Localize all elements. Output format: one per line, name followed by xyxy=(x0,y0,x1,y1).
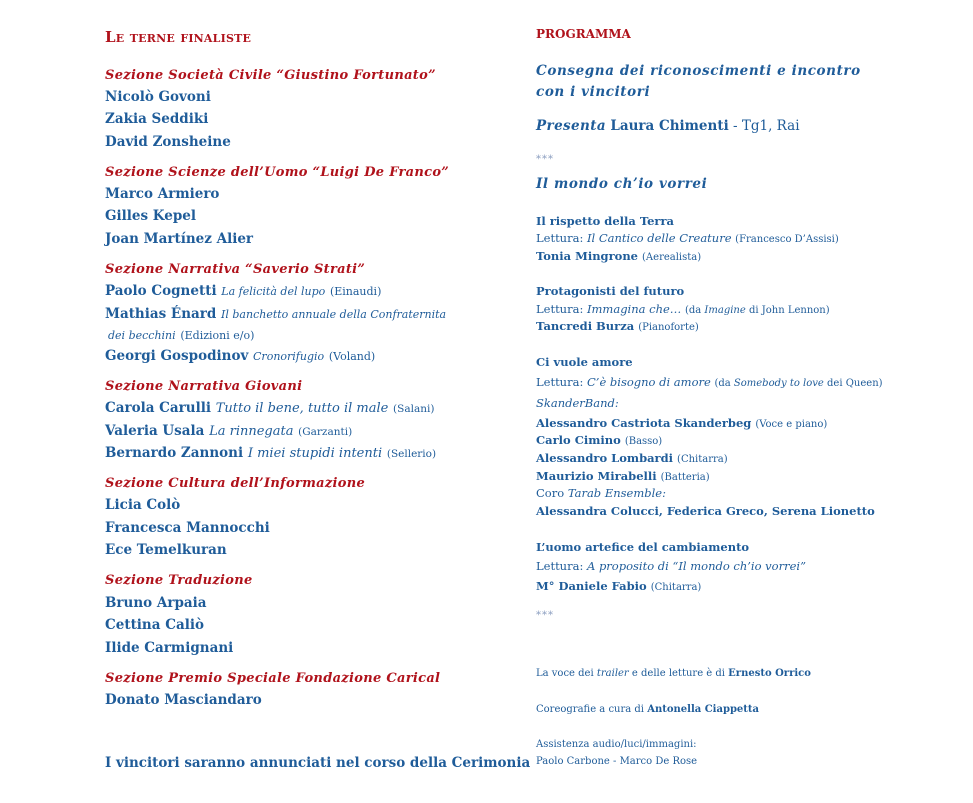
publisher: (Salani) xyxy=(393,403,435,415)
publisher: (Voland) xyxy=(328,350,376,363)
publisher: (Einaudi) xyxy=(329,285,382,298)
reading-title: Immagina che… xyxy=(586,302,682,316)
separator-stars: *** xyxy=(536,154,554,165)
member-name: Alessandro Lombardi xyxy=(536,451,674,465)
book-title: Il banchetto annuale della Confraternita xyxy=(221,308,447,321)
choreographer-name: Antonella Ciappetta xyxy=(647,704,760,715)
finalist-entry xyxy=(105,423,352,439)
member-role: (Chitarra) xyxy=(677,454,728,465)
winners-announcement: I vincitori saranno annunciati nel corso della Cerimonia xyxy=(105,755,531,771)
assistance-names: Paolo Carbone - Marco De Rose xyxy=(536,756,698,767)
band-label: SkanderBand: xyxy=(536,396,619,410)
member-name: Alessandro Castriota Skanderbeg xyxy=(536,416,752,430)
segment-title: L’uomo artefice del cambiamento xyxy=(536,540,750,554)
section-title: Sezione Narrativa “Saverio Strati” xyxy=(105,262,366,277)
publisher: (Edizioni e/o) xyxy=(180,329,255,342)
choir-name: Tarab Ensemble: xyxy=(567,486,666,500)
band-member xyxy=(536,451,728,465)
section-title: Sezione Società Civile “Giustino Fortunato” xyxy=(105,68,436,83)
publisher: (Sellerio) xyxy=(386,448,437,460)
presenter-line xyxy=(536,118,800,134)
reading-source: (Francesco D’Assisi) xyxy=(735,234,839,245)
reading-line xyxy=(536,231,839,245)
member-name: Maurizio Mirabelli xyxy=(536,469,657,483)
member-role: (Voce e piano) xyxy=(755,419,828,430)
section-title: Sezione Traduzione xyxy=(105,573,253,588)
reading-source: (da Somebody to love dei Queen) xyxy=(714,378,883,389)
finalist-entry xyxy=(105,348,375,364)
finalist-name: Ilide Carmignani xyxy=(105,640,234,656)
finalist-name: Licia Colò xyxy=(105,497,181,513)
segment-title: Il rispetto della Terra xyxy=(536,214,674,228)
reading-line xyxy=(536,302,830,316)
finalist-name: Zakia Seddiki xyxy=(105,111,209,127)
section-title: Sezione Scienze dell’Uomo “Luigi De Franco” xyxy=(105,165,450,180)
performer-name: M° Daniele Fabio xyxy=(536,579,647,593)
segment-title: Protagonisti del futuro xyxy=(536,284,685,298)
finalists-title: Le terne finaliste xyxy=(105,28,252,46)
band-member xyxy=(536,433,662,447)
finalist-name: Gilles Kepel xyxy=(105,208,196,224)
performer-line xyxy=(536,579,701,593)
finalist-name: Carola Carulli xyxy=(105,400,211,416)
choir-members: Alessandra Colucci, Federica Greco, Serena Lionetto xyxy=(536,504,875,518)
reading-title: C’è bisogno di amore xyxy=(586,375,711,389)
finalist-name: Marco Armiero xyxy=(105,186,220,202)
performer-name: Tonia Mingrone xyxy=(536,249,639,263)
reading-line xyxy=(536,559,806,573)
finalist-entry xyxy=(105,445,436,461)
finalist-name: Joan Martínez Alier xyxy=(105,231,254,247)
finalist-name: Paolo Cognetti xyxy=(105,283,217,299)
section-title: Sezione Premio Speciale Fondazione Carical xyxy=(105,671,441,686)
book-title: Cronorifugio xyxy=(253,350,325,363)
reading-label: Lettura: xyxy=(536,375,584,389)
finalist-name: Bernardo Zannoni xyxy=(105,445,244,461)
finalist-name: Valeria Usala xyxy=(105,423,205,439)
performer-role: (Chitarra) xyxy=(650,582,702,593)
publisher: (Garzanti) xyxy=(298,426,353,438)
voice-name: Ernesto Orrico xyxy=(728,668,811,679)
book-title: La felicità del lupo xyxy=(221,285,326,298)
finalist-entry-continued xyxy=(108,327,254,343)
book-title: I miei stupidi intenti xyxy=(247,446,383,461)
finalist-entry xyxy=(105,283,381,299)
assistance-label: Assistenza audio/luci/immagini: xyxy=(536,739,697,750)
finalist-name: Nicolò Govoni xyxy=(105,89,211,105)
finalist-name: Bruno Arpaia xyxy=(105,595,207,611)
presenter-label: Presenta xyxy=(536,118,607,134)
band-member xyxy=(536,416,827,430)
reading-label: Lettura: xyxy=(536,231,584,245)
reading-source: (da Imagine di John Lennon) xyxy=(684,305,830,316)
member-role: (Basso) xyxy=(624,436,663,447)
finalist-name: Francesca Mannocchi xyxy=(105,520,270,536)
performer-role: (Aerealista) xyxy=(642,252,702,263)
reading-line xyxy=(536,375,883,389)
member-role: (Batteria) xyxy=(660,472,710,483)
program-title: PROGRAMMA xyxy=(536,27,631,41)
performer-line xyxy=(536,319,699,333)
section-title: Sezione Cultura dell’Informazione xyxy=(105,476,366,491)
program-theme: Il mondo ch’io vorrei xyxy=(536,176,708,192)
section-title: Sezione Narrativa Giovani xyxy=(105,379,303,394)
book-title: La rinnegata xyxy=(209,424,294,439)
performer-name: Tancredi Burza xyxy=(536,319,635,333)
finalist-name: Georgi Gospodinov xyxy=(105,348,249,364)
finalist-name: David Zonsheine xyxy=(105,134,231,150)
performer-role: (Pianoforte) xyxy=(638,322,699,333)
performer-line xyxy=(536,249,701,263)
reading-title: Il Cantico delle Creature xyxy=(586,231,732,245)
member-name: Carlo Cimino xyxy=(536,433,621,447)
segment-title: Ci vuole amore xyxy=(536,355,633,369)
reading-title: A proposito di “Il mondo ch’io vorrei” xyxy=(586,559,806,573)
finalist-name: Ece Temelkuran xyxy=(105,542,227,558)
choreography-credit: Coreografie a cura di Antonella Ciappetta xyxy=(536,704,760,715)
finalist-name: Cettina Caliò xyxy=(105,617,204,633)
voice-credit: La voce dei trailer e delle letture è di Ernesto Orrico xyxy=(536,668,811,679)
separator-stars: *** xyxy=(536,610,554,621)
book-title-continued: dei becchini xyxy=(108,329,176,342)
choir-label: Coro xyxy=(536,486,565,500)
finalist-name: Mathias Énard xyxy=(105,306,217,322)
presenter-affiliation: - Tg1, Rai xyxy=(728,118,800,134)
book-title: Tutto il bene, tutto il male xyxy=(215,401,389,416)
finalist-name: Donato Masciandaro xyxy=(105,692,262,708)
presenter-name: Laura Chimenti xyxy=(610,118,729,134)
choir-line xyxy=(536,486,666,500)
finalist-entry xyxy=(105,400,434,416)
reading-label: Lettura: xyxy=(536,559,584,573)
band-member xyxy=(536,469,710,483)
reading-label: Lettura: xyxy=(536,302,584,316)
finalist-entry xyxy=(105,306,446,322)
program-intro: Consegna dei riconoscimenti e incontro con i vincitori xyxy=(536,63,861,100)
